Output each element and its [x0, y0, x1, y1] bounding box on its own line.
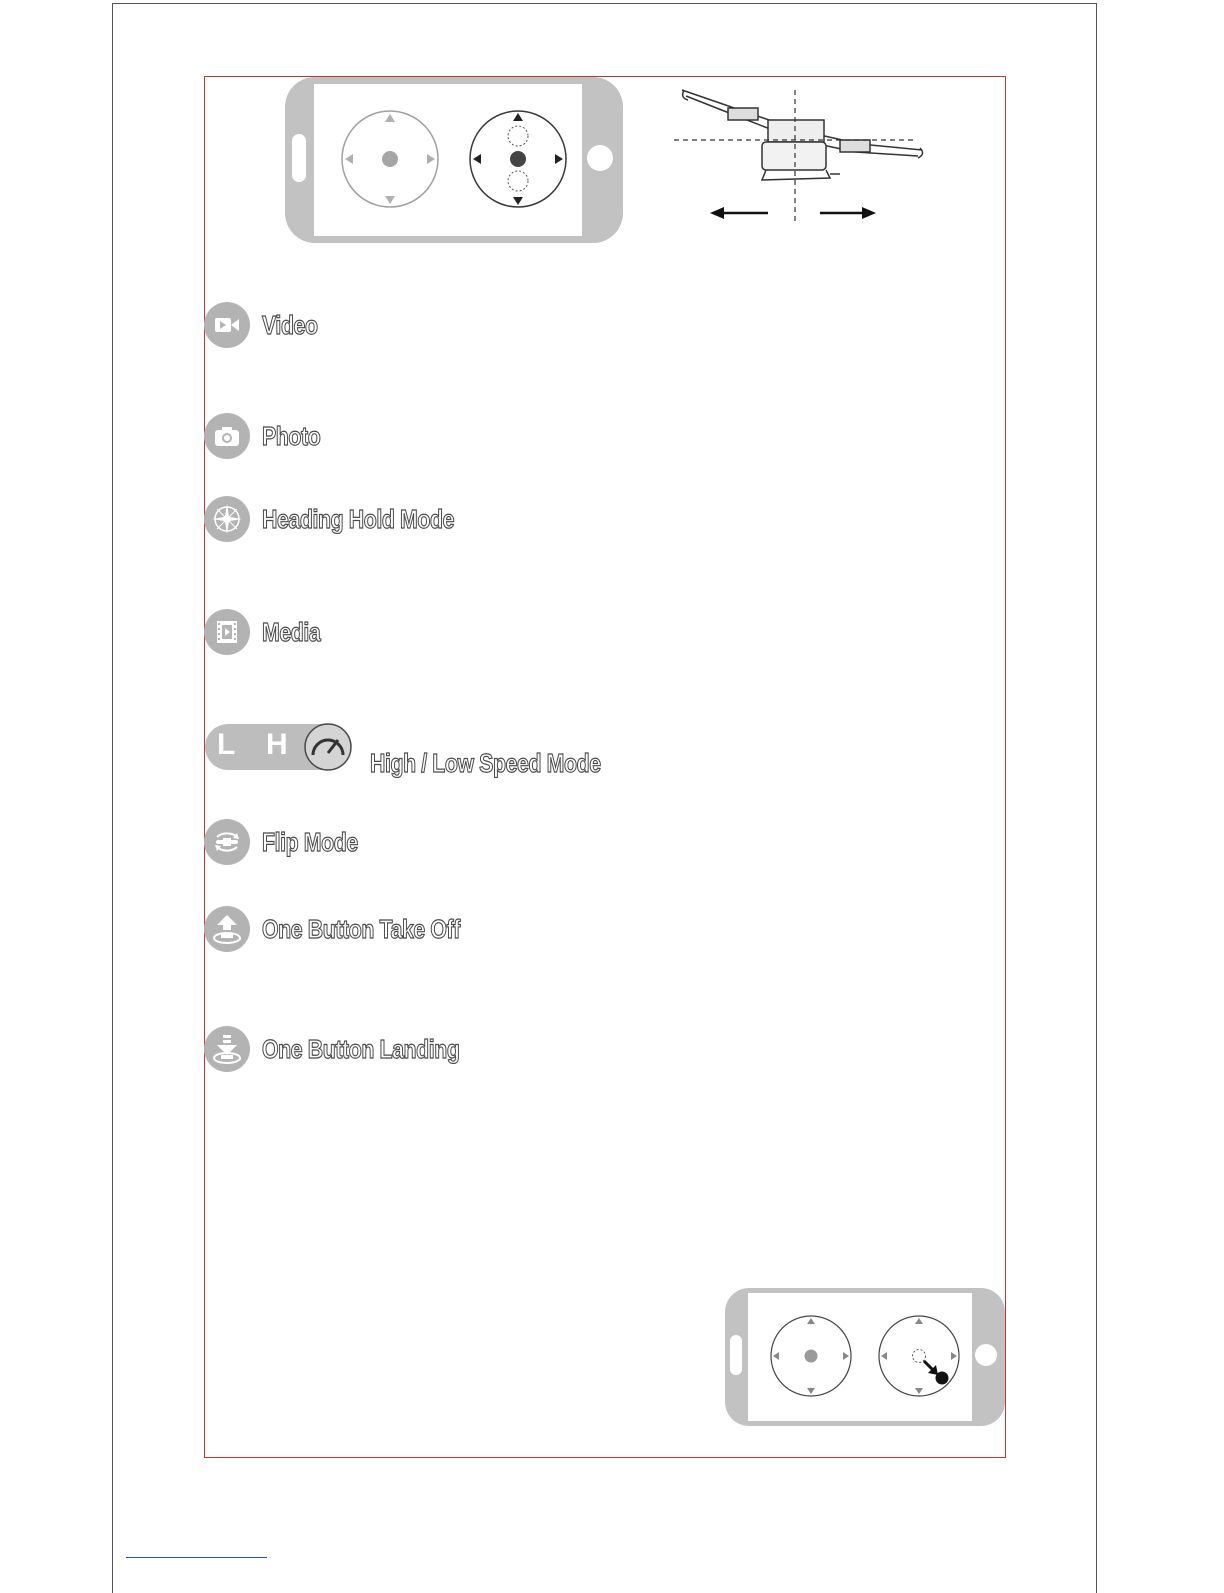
takeoff-icon: [204, 906, 250, 952]
feature-label: One Button Landing: [262, 1033, 460, 1064]
feature-heading-hold[interactable]: [204, 496, 496, 542]
video-camera-icon: [204, 302, 250, 348]
feature-speed: [370, 748, 651, 779]
feature-photo[interactable]: [204, 413, 333, 459]
feature-label: Video: [262, 309, 318, 340]
speed-toggle[interactable]: [204, 722, 352, 772]
feature-media[interactable]: [204, 609, 333, 655]
feature-label: Heading Hold Mode: [262, 503, 455, 534]
speed-low-label: L: [217, 728, 236, 761]
feature-label: Photo: [262, 420, 321, 451]
feature-flip[interactable]: [204, 819, 379, 865]
feature-video[interactable]: [204, 302, 330, 348]
phone-joystick-diagonal-illustration: [724, 1287, 1006, 1427]
footer-rule: [126, 1557, 267, 1558]
flip-drone-icon: [204, 819, 250, 865]
drone-illustration: [670, 86, 930, 226]
feature-landing[interactable]: [204, 1026, 503, 1072]
feature-label: Media: [262, 616, 321, 647]
feature-label: High / Low Speed Mode: [370, 748, 601, 778]
landing-icon: [204, 1026, 250, 1072]
feature-label: One Button Take Off: [262, 913, 460, 944]
phone-joystick-illustration: [284, 76, 624, 244]
film-play-icon: [204, 609, 250, 655]
camera-icon: [204, 413, 250, 459]
feature-takeoff[interactable]: [204, 906, 503, 952]
speed-high-label: H: [266, 728, 288, 761]
compass-icon: [204, 496, 250, 542]
feature-label: Flip Mode: [262, 826, 358, 857]
